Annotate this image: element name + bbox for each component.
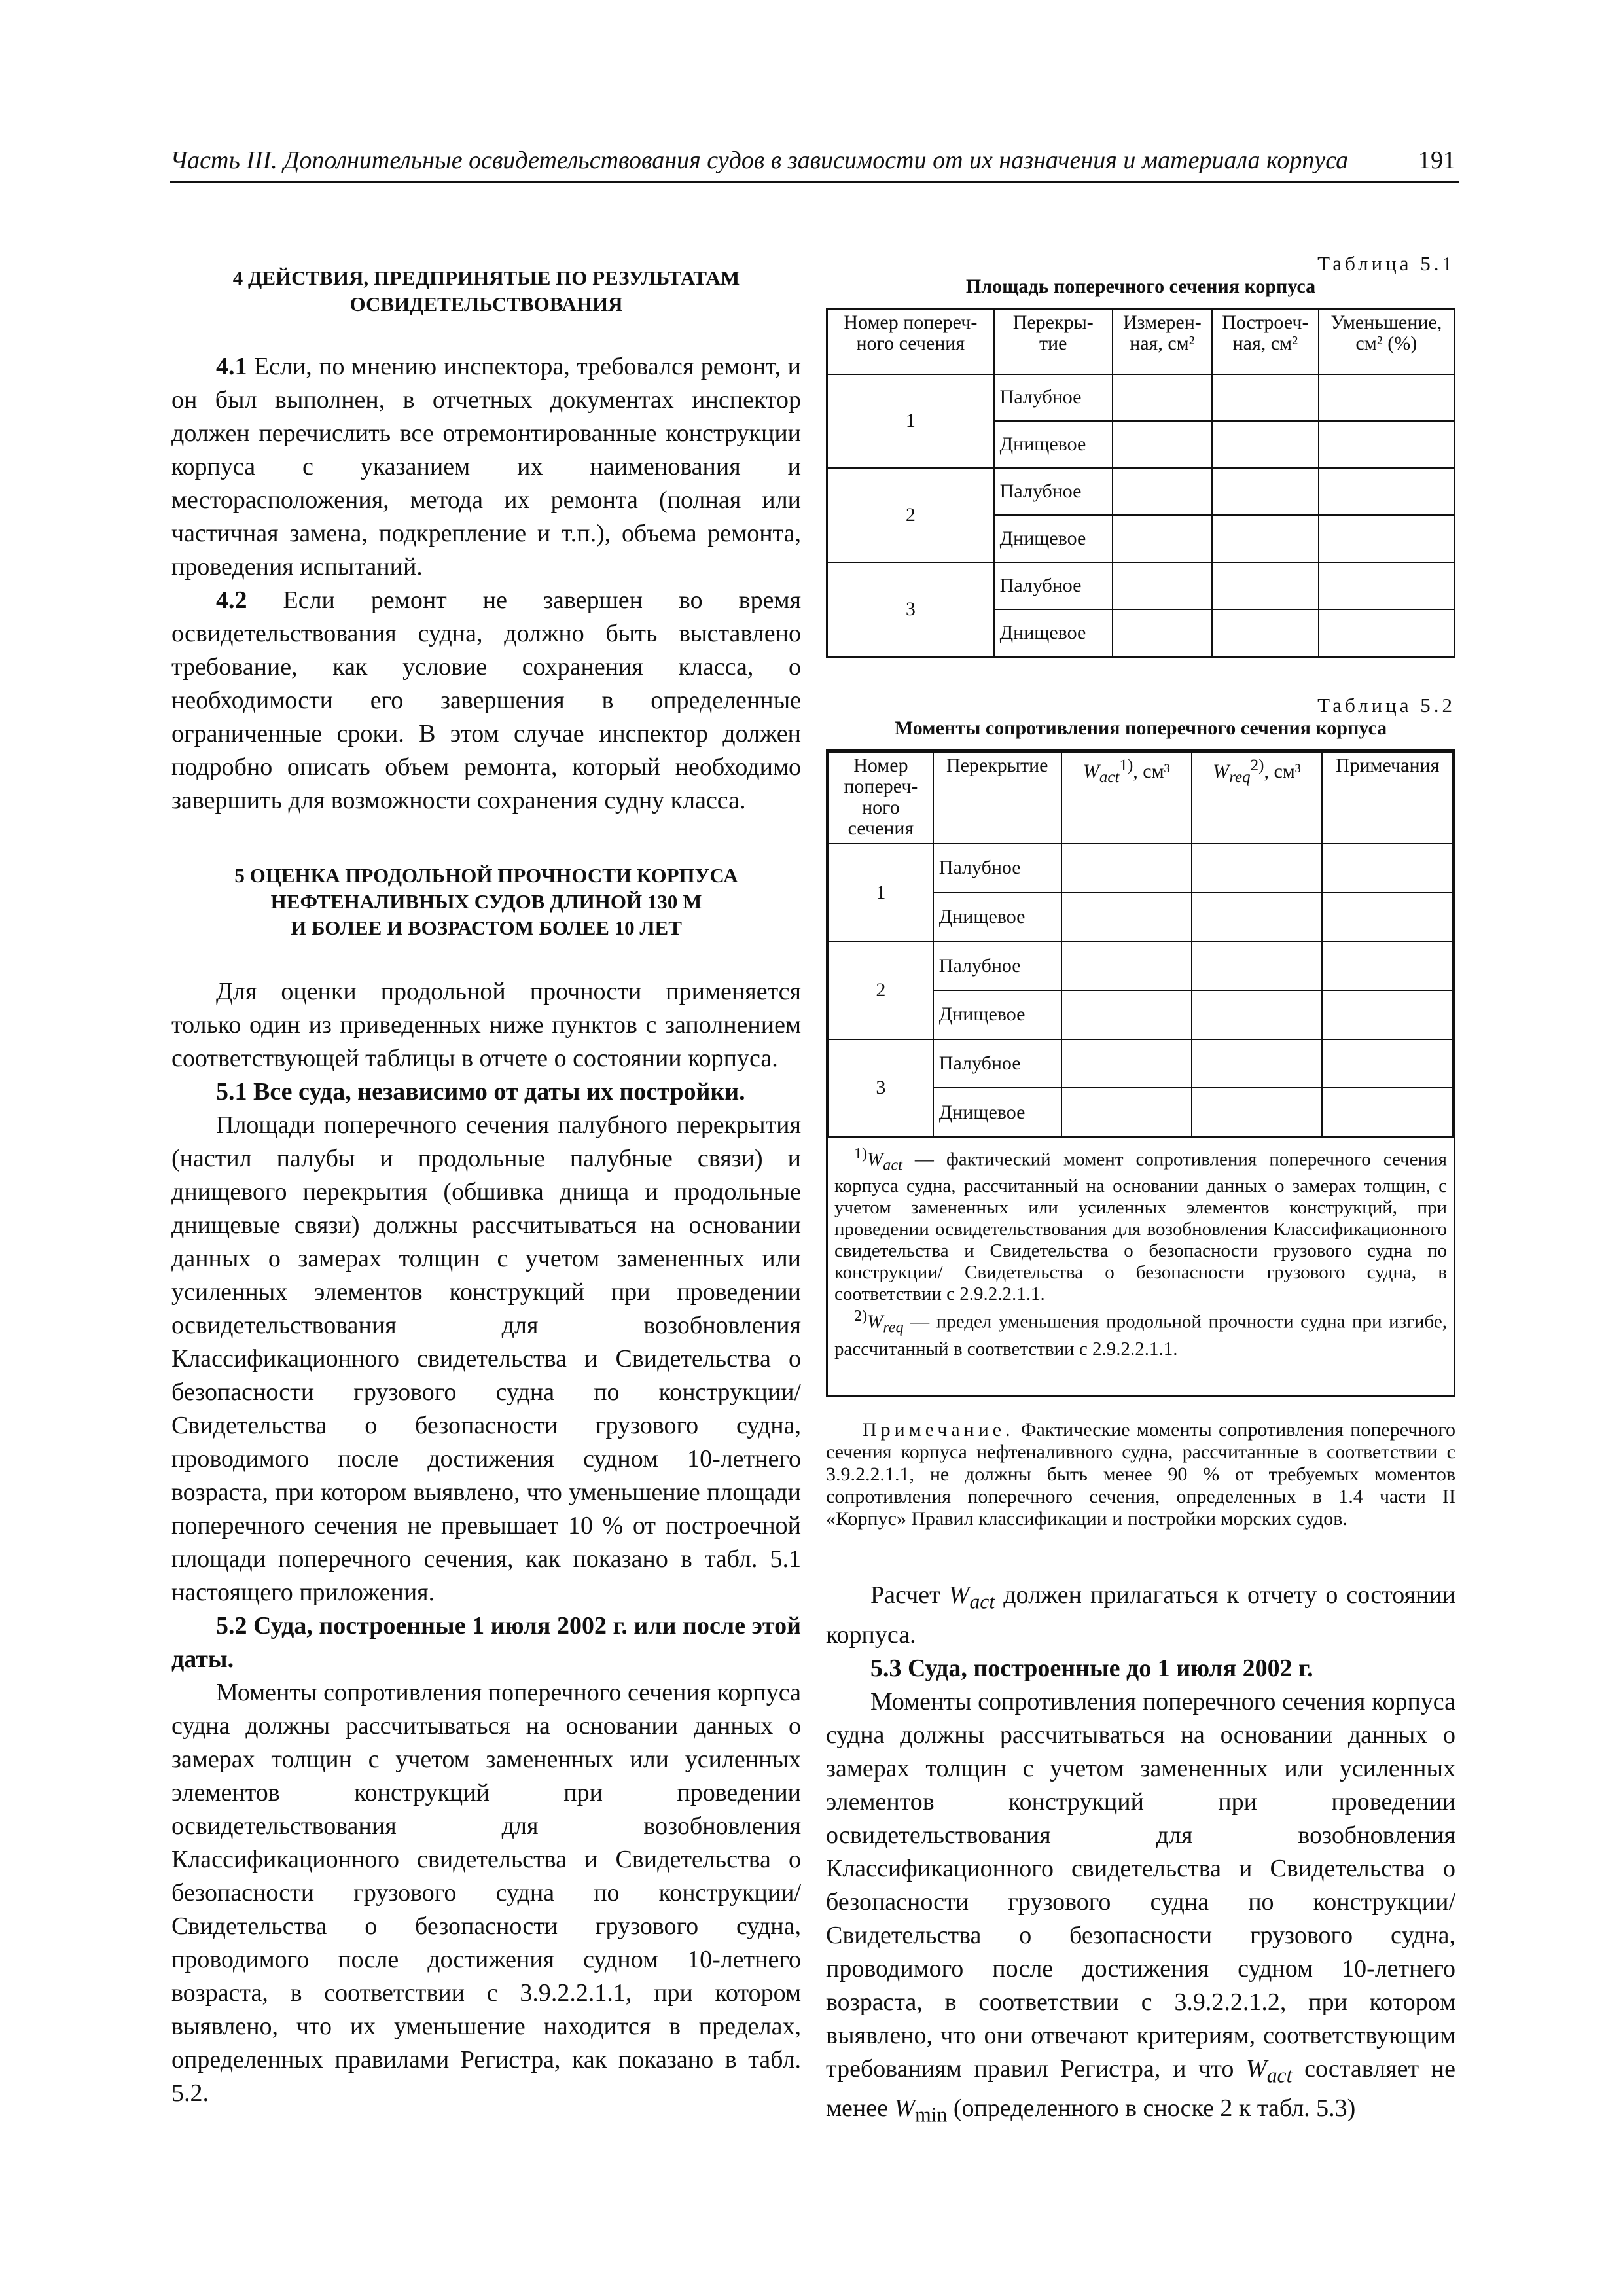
note-text: Фактические моменты сопротивления поперечного сечения корпуса нефтеналивного судна, рассчитанные в соответствии с 3.9.2.2.1.1, не должны быть менее 90 % от требуемых моментов сопротивления поперечного сечения, определенных в 1.4 части II «Корпус» Правил классификации и постройки морских судов. — [826, 1419, 1455, 1530]
paragraph-5-2-title — [171, 1609, 801, 1676]
page-number: 191 — [1418, 147, 1455, 174]
column-header: $W_{req}^{2)}$, см³ — [1192, 752, 1322, 844]
value-cell — [1113, 609, 1212, 657]
value-cell — [1192, 844, 1322, 893]
note-label: Примечание. — [863, 1419, 1014, 1441]
table-title: Моменты сопротивления поперечного сечения корпуса — [894, 717, 1387, 739]
right-column-body — [826, 1579, 1455, 2132]
clause-number: 5.2 — [216, 1612, 247, 1640]
paragraph-5-3-title — [826, 1652, 1455, 1685]
value-cell — [1061, 941, 1192, 990]
table-title: Площадь поперечного сечения корпуса — [965, 276, 1316, 297]
table-5-2-caption — [826, 694, 1455, 740]
table-5-2 — [828, 751, 1454, 1138]
section-4-body — [171, 350, 801, 817]
value-cell — [1212, 562, 1319, 609]
table-header-row — [827, 309, 1455, 374]
deck-cell: Днищевое — [994, 421, 1113, 468]
value-cell — [1322, 1088, 1453, 1137]
value-cell — [1061, 1039, 1192, 1088]
value-cell — [1212, 515, 1319, 562]
column-header: Перекры- тие — [994, 309, 1113, 374]
section-5-body — [171, 975, 801, 2110]
value-cell — [1113, 468, 1212, 515]
section-4-heading — [171, 265, 801, 317]
deck-cell: Палубное — [994, 562, 1113, 609]
value-cell — [1319, 421, 1455, 468]
clause-number: 4.2 — [216, 586, 247, 614]
value-cell — [1322, 893, 1453, 942]
clause-number: 5.1 — [216, 1078, 247, 1105]
value-cell — [1322, 1039, 1453, 1088]
column-header: Перекрытие — [933, 752, 1061, 844]
section-5-heading — [171, 863, 801, 941]
value-cell — [1212, 609, 1319, 657]
column-header: Примечания — [1322, 752, 1453, 844]
value-cell — [1061, 1088, 1192, 1137]
heading-line: НЕФТЕНАЛИВНЫХ СУДОВ ДЛИНОЙ 130 М — [270, 890, 702, 913]
column-header: Уменьшение, см² (%) — [1319, 309, 1455, 374]
section-number-cell: 2 — [827, 468, 994, 562]
table-row — [827, 374, 1455, 422]
table-5-2-frame — [826, 749, 1455, 1397]
value-cell — [1319, 468, 1455, 515]
value-cell — [1319, 374, 1455, 422]
section-number-cell: 1 — [827, 374, 994, 469]
value-cell — [1113, 515, 1212, 562]
value-cell — [1319, 609, 1455, 657]
footnote-2: $^{2)}W_{req}$ — предел уменьшения продольной прочности судна при изгибе, рассчитанный в соответствии с 2.9.2.2.1.1. — [834, 1307, 1447, 1359]
paragraph-4-1 — [171, 350, 801, 584]
paragraph-5-intro: Для оценки продольной прочности применяется только один из приведенных ниже пунктов с заполнением соответствующей таблицы в отчете о состоянии корпуса. — [171, 978, 801, 1072]
value-cell — [1113, 421, 1212, 468]
value-cell — [1322, 941, 1453, 990]
deck-cell: Днищевое — [994, 515, 1113, 562]
value-cell — [1212, 468, 1319, 515]
deck-cell: Палубное — [994, 468, 1113, 515]
running-header — [170, 143, 1459, 183]
table-footnotes — [828, 1138, 1454, 1365]
paragraph-5-1-title — [171, 1075, 801, 1109]
table-number: Таблица 5.1 — [1317, 252, 1455, 275]
table-header-row — [829, 752, 1453, 844]
value-cell — [1061, 990, 1192, 1039]
section-number-cell: 2 — [829, 941, 933, 1039]
paragraph-text: Если, по мнению инспектора, требовался ремонт, и он был выполнен, в отчетных документах инспектор должен перечислить все отремонтированные конструкции корпуса с указанием их наименования и месторасположения, метода их ремонта (полная или частичная замена, подкрепление и т.п.), объема ремонта, проведения испытаний. — [171, 353, 801, 581]
value-cell — [1212, 374, 1319, 422]
paragraph-5-2: Моменты сопротивления поперечного сечения корпуса судна должны рассчитываться на основании данных о замерах толщин с учетом замененных или усиленных элементов конструкций при проведении освидетельствования для возобновления Классификационного свидетельства и Свидетельства о безопасности грузового судна по конструкции/Свидетельства о безопасности грузового судна, проводимого после достижения судном 10-летнего возраста, в соответствии с 3.9.2.2.1.1, при котором выявлено, что их уменьшение находится в пределах, определенных правилами Регистра, как показано в табл. 5.2. — [171, 1679, 801, 2107]
paragraph-calc: Расчет $W_{act}$ должен прилагаться к отчету о состоянии корпуса. — [826, 1581, 1455, 1649]
value-cell — [1113, 562, 1212, 609]
deck-cell: Днищевое — [933, 990, 1061, 1039]
heading-line: ОСВИДЕТЕЛЬСТВОВАНИЯ — [349, 293, 623, 315]
heading-line: 5 ОЦЕНКА ПРОДОЛЬНОЙ ПРОЧНОСТИ КОРПУСА — [234, 864, 738, 887]
table-5-1 — [826, 308, 1455, 658]
section-number-cell: 3 — [827, 562, 994, 657]
value-cell — [1319, 562, 1455, 609]
clause-number: 5.3 — [870, 1654, 902, 1682]
paragraph-text: Если ремонт не завершен во время освидетельствования судна, должно быть выставлено требование, как условие сохранения класса, о необходимости его завершения в определенные ограниченные сроки. В этом случае инспектор должен подробно описать объем ремонта, который необходимо завершить для возможности сохранения судну класса. — [171, 586, 801, 814]
column-header: Номер попереч- ного сечения — [827, 309, 994, 374]
section-number-cell: 1 — [829, 844, 933, 941]
deck-cell: Палубное — [994, 374, 1113, 422]
value-cell — [1192, 893, 1322, 942]
deck-cell: Палубное — [933, 941, 1061, 990]
column-header: Номер попереч- ного сечения — [829, 752, 933, 844]
table-note — [826, 1419, 1455, 1530]
column-header: Построеч- ная, см² — [1212, 309, 1319, 374]
heading-line: 4 ДЕЙСТВИЯ, ПРЕДПРИНЯТЫЕ ПО РЕЗУЛЬТАТАМ — [232, 266, 740, 289]
deck-cell: Днищевое — [933, 1088, 1061, 1137]
table-5-1-caption — [826, 252, 1455, 298]
table-row — [829, 844, 1453, 893]
clause-title: Все суда, независимо от даты их постройки. — [247, 1078, 745, 1105]
clause-title: Суда, построенные до 1 июля 2002 г. — [901, 1654, 1313, 1682]
value-cell — [1322, 844, 1453, 893]
deck-cell: Палубное — [933, 1039, 1061, 1088]
column-header: $W_{act}^{1)}$, см³ — [1061, 752, 1192, 844]
deck-cell: Днищевое — [994, 609, 1113, 657]
footnote-1: $^{1)}W_{act}$ — фактический момент сопротивления поперечного сечения корпуса судна, рассчитанный на основании данных о замерах толщин, с учетом замененных или усиленных элементов конструкций, при проведении освидетельствования для возобновления Классификационного свидетельства и Свидетельства о безопасности грузового судна по конструкции/ Свидетельства о безопасности грузового судна, в соответствии с 2.9.2.2.1.1. — [834, 1145, 1447, 1305]
deck-cell: Днищевое — [933, 893, 1061, 942]
table-row — [827, 468, 1455, 515]
value-cell — [1322, 990, 1453, 1039]
value-cell — [1192, 990, 1322, 1039]
value-cell — [1061, 893, 1192, 942]
value-cell — [1319, 515, 1455, 562]
heading-line: И БОЛЕЕ И ВОЗРАСТОМ БОЛЕЕ 10 ЛЕТ — [291, 916, 682, 939]
section-number-cell: 3 — [829, 1039, 933, 1137]
running-title: Часть III. Дополнительные освидетельствования судов в зависимости от их назначения и материала корпуса — [170, 147, 1349, 174]
value-cell — [1192, 1088, 1322, 1137]
table-row — [827, 562, 1455, 609]
value-cell — [1061, 844, 1192, 893]
table-number: Таблица 5.2 — [1317, 694, 1455, 717]
table-row — [829, 1039, 1453, 1088]
deck-cell: Палубное — [933, 844, 1061, 893]
clause-title: Суда, построенные 1 июля 2002 г. или после этой даты. — [171, 1612, 801, 1673]
value-cell — [1192, 1039, 1322, 1088]
value-cell — [1192, 941, 1322, 990]
clause-number: 4.1 — [216, 353, 247, 380]
paragraph-4-2 — [171, 584, 801, 817]
table-row — [829, 941, 1453, 990]
value-cell — [1113, 374, 1212, 422]
value-cell — [1212, 421, 1319, 468]
paragraph-5-3: Моменты сопротивления поперечного сечения корпуса судна должны рассчитываться на основании данных о замерах толщин с учетом замененных или усиленных элементов конструкций при проведении освидетельствования для возобновления Классификационного свидетельства и Свидетельства о безопасности грузового судна по конструкции/ Свидетельства о безопасности грузового судна, проводимого после достижения судном 10-летнего возраста, в соответствии с 3.9.2.2.1.2, при котором выявлено, что они отвечают критериям, соответствующим требованиям правил Регистра, и что $W_{act}$ составляет не менее $W_{min}$ (определенного в сноске 2 к табл. 5.3) — [826, 1687, 1455, 2126]
paragraph-5-1: Площади поперечного сечения палубного перекрытия (настил палубы и продольные палубные связи) и днищевого перекрытия (обшивка днища и продольные днищевые связи) должны рассчитываться на основании данных о замерах толщин с учетом замененных или усиленных элементов конструкций при проведении освидетельствования для возобновления Классификационного свидетельства и Свидетельства о безопасности грузового судна по конструкции/ Свидетельства о безопасности грузового судна, проводимого после достижения судном 10-летнего возраста, при котором выявлено, что уменьшение площади поперечного сечения не превышает 10 % от построечной площади поперечного сечения, как показано в табл. 5.1 настоящего приложения. — [171, 1111, 801, 1606]
column-header: Измерен- ная, см² — [1113, 309, 1212, 374]
